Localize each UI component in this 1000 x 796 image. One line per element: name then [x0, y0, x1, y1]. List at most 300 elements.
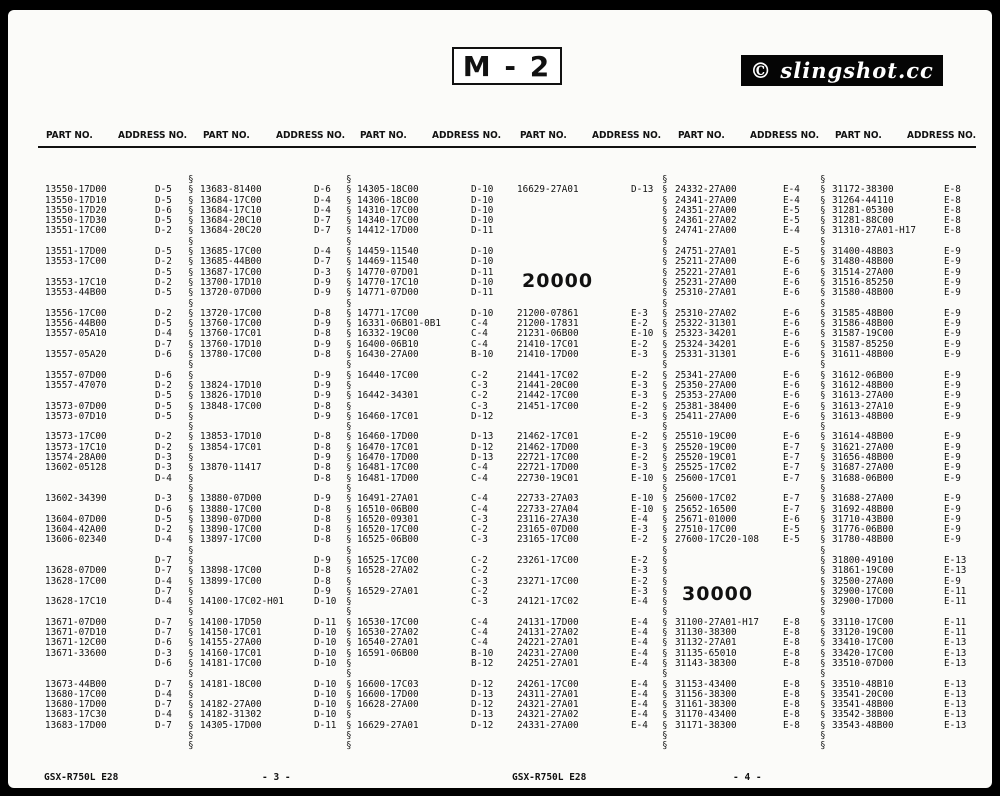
address-number: E-3 [631, 462, 648, 474]
part-number: 31156-38300 [675, 688, 737, 700]
address-number: C-3 [471, 575, 488, 587]
address-number: D-4 [155, 596, 172, 608]
part-number: 31611-48B00 [832, 349, 894, 361]
part-number: 22733-27A03 [517, 493, 579, 505]
part-number: 13684-20C10 [200, 215, 262, 227]
part-number: 13685-44B00 [200, 256, 262, 268]
part-number: 14181-18C00 [200, 678, 262, 690]
part-number: 14305-18C00 [357, 184, 419, 196]
part-number: 25323-34201 [675, 328, 737, 340]
part-number: 16530-17C00 [357, 616, 419, 628]
address-number: D-4 [314, 246, 331, 258]
address-number: E-9 [944, 369, 961, 381]
address-number: D-2 [155, 431, 172, 443]
address-number: E-4 [631, 719, 648, 731]
address-number: D-8 [314, 534, 331, 546]
parts-row [832, 535, 970, 545]
address-number: D-2 [155, 225, 172, 237]
address-number: E-9 [944, 534, 961, 546]
parts-row [832, 474, 970, 484]
address-number: E-6 [783, 431, 800, 443]
part-number: 14306-18C00 [357, 194, 419, 206]
header-part-2: PART NO. [203, 130, 250, 141]
part-number: 14310-17C00 [357, 204, 419, 216]
parts-row [517, 196, 655, 206]
address-number: D-4 [155, 575, 172, 587]
header-address-4: ADDRESS NO. [592, 130, 661, 141]
parts-row [675, 721, 813, 731]
address-number: D-7 [155, 719, 172, 731]
part-number: 23165-17C00 [517, 534, 579, 546]
part-number: 31656-48B00 [832, 452, 894, 464]
address-number: D-6 [155, 349, 172, 361]
address-number: E-2 [631, 575, 648, 587]
address-number: D-6 [155, 204, 172, 216]
part-number: 13671-12C00 [45, 637, 107, 649]
part-number: 25310-27A01 [675, 287, 737, 299]
part-number: 24231-27A00 [517, 647, 579, 659]
address-number: E-2 [631, 369, 648, 381]
parts-row [832, 721, 970, 731]
part-number: 13602-05128 [45, 462, 107, 474]
address-number: C-2 [471, 524, 488, 536]
part-number: 16525-06B00 [357, 534, 419, 546]
part-number: 23261-17C00 [517, 554, 579, 566]
part-number: 24221-27A01 [517, 637, 579, 649]
parts-row [45, 494, 183, 504]
part-number: 31161-38300 [675, 699, 737, 711]
address-number: E-7 [783, 493, 800, 505]
address-number: E-8 [783, 688, 800, 700]
address-number: E-9 [944, 575, 961, 587]
part-number: 13553-44B00 [45, 287, 107, 299]
parts-row [357, 474, 495, 484]
address-number: D-5 [155, 184, 172, 196]
parts-row [832, 391, 970, 401]
part-number: 13890-17C00 [200, 524, 262, 536]
part-number: 13628-17C10 [45, 596, 107, 608]
part-number: 13683-17C30 [45, 709, 107, 721]
part-number: 24321-27A02 [517, 709, 579, 721]
part-number: 16430-27A00 [357, 349, 419, 361]
parts-row [357, 288, 495, 298]
part-number: 14340-17C00 [357, 215, 419, 227]
part-number: 21231-06B00 [517, 328, 579, 340]
part-number: 14100-17D50 [200, 616, 262, 628]
part-number: 16520-17C00 [357, 524, 419, 536]
part-number: 16460-17D00 [357, 431, 419, 443]
parts-row [832, 494, 970, 504]
address-number: E-8 [783, 616, 800, 628]
part-number: 25600-17C01 [675, 472, 737, 484]
part-number: 14459-11540 [357, 246, 419, 258]
parts-row [517, 185, 655, 195]
part-number: 24741-27A00 [675, 225, 737, 237]
part-number: 16529-27A01 [357, 585, 419, 597]
address-number: D-12 [471, 441, 494, 453]
address-number: C-4 [471, 503, 488, 515]
parts-row [45, 226, 183, 236]
address-number: E-7 [783, 441, 800, 453]
address-number: D-10 [471, 215, 494, 227]
address-number: D-11 [471, 225, 494, 237]
part-number: 31281-88C00 [832, 215, 894, 227]
part-number: 14150-17C01 [200, 627, 262, 639]
part-number: 16629-27A01 [357, 719, 419, 731]
part-number: 13684-20C20 [200, 225, 262, 237]
address-number: D-4 [155, 688, 172, 700]
address-number: E-4 [631, 699, 648, 711]
address-number: E-9 [944, 390, 961, 402]
address-number: D-9 [314, 379, 331, 391]
part-number: 33110-17C00 [832, 616, 894, 628]
address-number: D-10 [314, 627, 337, 639]
address-number: E-4 [631, 513, 648, 525]
part-number: 23271-17C00 [517, 575, 579, 587]
part-number: 27600-17C20-108 [675, 534, 759, 546]
footer-model-left: GSX-R750L E28 [44, 772, 119, 783]
part-number: 16460-17C01 [357, 410, 419, 422]
address-number: D-5 [155, 266, 172, 278]
part-number: 31585-48B00 [832, 307, 894, 319]
address-number: D-13 [471, 431, 494, 443]
address-number: D-10 [471, 256, 494, 268]
address-number: E-8 [783, 709, 800, 721]
address-number: E-2 [631, 400, 648, 412]
address-number: E-6 [783, 349, 800, 361]
address-number: C-4 [471, 462, 488, 474]
address-number: E-8 [783, 637, 800, 649]
part-number: 21441-17C02 [517, 369, 579, 381]
part-number: 24751-27A01 [675, 246, 737, 258]
parts-row [357, 597, 495, 607]
address-number: D-10 [471, 246, 494, 258]
parts-row [517, 350, 655, 360]
parts-row [357, 535, 495, 545]
address-number: E-9 [944, 256, 961, 268]
address-number: D-7 [314, 256, 331, 268]
address-number: D-5 [155, 410, 172, 422]
address-number: D-6 [155, 637, 172, 649]
part-number: 14771-07D00 [357, 287, 419, 299]
address-number: E-3 [631, 441, 648, 453]
address-number: E-9 [944, 503, 961, 515]
address-number: D-4 [155, 328, 172, 340]
part-number: 13550-17D10 [45, 194, 107, 206]
parts-column-6 [832, 175, 970, 731]
address-number: D-8 [314, 400, 331, 412]
address-number: E-11 [944, 627, 967, 639]
part-number: 13553-17C10 [45, 276, 107, 288]
address-number: D-10 [471, 194, 494, 206]
part-number: 25381-38400 [675, 400, 737, 412]
part-number: 24332-27A00 [675, 184, 737, 196]
part-number: 13557-05A20 [45, 349, 107, 361]
part-number: 14770-07D01 [357, 266, 419, 278]
address-number: D-7 [155, 338, 172, 350]
address-number: D-8 [314, 441, 331, 453]
address-number: D-2 [155, 307, 172, 319]
parts-row [675, 659, 813, 669]
address-number: D-7 [155, 554, 172, 566]
part-number: 31710-43B00 [832, 513, 894, 525]
part-number: 31614-48B00 [832, 431, 894, 443]
part-number: 31587-19C00 [832, 328, 894, 340]
part-number: 13628-07D00 [45, 565, 107, 577]
address-number: D-8 [314, 431, 331, 443]
address-number: E-6 [783, 400, 800, 412]
part-number: 16510-06B00 [357, 503, 419, 515]
section-label-20000: 20000 [522, 270, 594, 292]
page-title: M - 2 [452, 47, 562, 85]
part-number: 31613-27A10 [832, 400, 894, 412]
address-number: E-8 [944, 215, 961, 227]
part-number: 31780-48B00 [832, 534, 894, 546]
part-number: 31587-85250 [832, 338, 894, 350]
part-number: 13628-17C00 [45, 575, 107, 587]
part-number: 21441-20C00 [517, 379, 579, 391]
part-number: 31613-48B00 [832, 410, 894, 422]
address-number: D-5 [155, 246, 172, 258]
parts-row [357, 350, 495, 360]
address-number: E-7 [783, 452, 800, 464]
parts-row [200, 226, 338, 236]
part-number: 33120-19C00 [832, 627, 894, 639]
part-number: 16600-17C03 [357, 678, 419, 690]
part-number: 16331-06B01-0B1 [357, 318, 441, 330]
part-number: 21410-17D00 [517, 349, 579, 361]
part-number: 16628-27A00 [357, 699, 419, 711]
address-number: D-4 [155, 472, 172, 484]
address-number: D-9 [314, 390, 331, 402]
part-number: 31800-49100 [832, 554, 894, 566]
part-number: 13687-17C00 [200, 266, 262, 278]
part-number: 13683-17D00 [45, 719, 107, 731]
part-number: 13671-07D00 [45, 616, 107, 628]
address-number: D-8 [314, 565, 331, 577]
address-number: E-2 [631, 338, 648, 350]
address-number: E-3 [631, 349, 648, 361]
address-number: D-9 [314, 452, 331, 464]
address-number: D-7 [314, 225, 331, 237]
address-number: D-7 [155, 699, 172, 711]
address-number: E-8 [783, 647, 800, 659]
address-number: D-9 [314, 554, 331, 566]
header-address-1: ADDRESS NO. [118, 130, 187, 141]
parts-row [675, 556, 813, 566]
parts-row [832, 226, 970, 236]
parts-column-1 [45, 175, 183, 731]
address-number: E-6 [783, 328, 800, 340]
part-number: 31613-27A00 [832, 390, 894, 402]
part-number: 25652-16500 [675, 503, 737, 515]
address-number: D-2 [155, 256, 172, 268]
header-address-6: ADDRESS NO. [907, 130, 976, 141]
part-number: 13553-17C00 [45, 256, 107, 268]
address-number: E-6 [783, 379, 800, 391]
part-number: 25322-31301 [675, 318, 737, 330]
address-number: D-10 [314, 678, 337, 690]
part-number: 31580-48B00 [832, 287, 894, 299]
part-number: 25671-01000 [675, 513, 737, 525]
address-number: E-4 [631, 657, 648, 669]
part-number: 21410-17C01 [517, 338, 579, 350]
address-number: E-7 [783, 503, 800, 515]
part-number: 25350-27A00 [675, 379, 737, 391]
part-number: 16442-34301 [357, 390, 419, 402]
address-number: E-8 [944, 184, 961, 196]
address-number: D-4 [314, 204, 331, 216]
part-number: 16629-27A01 [517, 184, 579, 196]
address-number: E-9 [944, 452, 961, 464]
address-number: E-9 [944, 338, 961, 350]
address-number: E-4 [631, 596, 648, 608]
header-address-2: ADDRESS NO. [276, 130, 345, 141]
part-number: 31516-85250 [832, 276, 894, 288]
address-number: D-9 [314, 410, 331, 422]
address-number: D-5 [155, 390, 172, 402]
address-number: C-4 [471, 338, 488, 350]
parts-row [675, 288, 813, 298]
address-number: D-12 [471, 410, 494, 422]
parts-row [357, 659, 495, 669]
address-number: E-3 [631, 524, 648, 536]
parts-row [675, 412, 813, 422]
part-number: 31170-43400 [675, 709, 737, 721]
address-number: D-5 [155, 513, 172, 525]
address-number: E-3 [631, 585, 648, 597]
part-number: 24361-27A02 [675, 215, 737, 227]
part-number: 33541-20C00 [832, 688, 894, 700]
address-number: E-6 [783, 513, 800, 525]
part-number: 32500-27A00 [832, 575, 894, 587]
parts-row [517, 391, 655, 401]
part-number: 13760-17D10 [200, 338, 262, 350]
part-number: 13550-17D00 [45, 184, 107, 196]
part-number: 32900-17C00 [832, 585, 894, 597]
part-number: 25600-17C02 [675, 493, 737, 505]
part-number: 31776-06B00 [832, 524, 894, 536]
part-number: 21200-17831 [517, 318, 579, 330]
part-number: 25231-27A00 [675, 276, 737, 288]
address-number: D-2 [155, 524, 172, 536]
address-number: D-6 [155, 369, 172, 381]
part-number: 24311-27A01 [517, 688, 579, 700]
address-number: E-2 [631, 318, 648, 330]
part-number: 13556-17C00 [45, 307, 107, 319]
address-number: E-9 [944, 410, 961, 422]
address-number: D-10 [314, 657, 337, 669]
part-number: 31310-27A01-H17 [832, 225, 916, 237]
parts-row [517, 247, 655, 257]
parts-column-4 [517, 175, 655, 731]
address-number: D-8 [314, 503, 331, 515]
part-number: 33510-07D00 [832, 657, 894, 669]
parts-row [517, 206, 655, 216]
parts-row [517, 597, 655, 607]
address-number: E-13 [944, 709, 967, 721]
address-number: D-13 [471, 452, 494, 464]
address-number: E-13 [944, 719, 967, 731]
part-number: 16481-17C00 [357, 462, 419, 474]
address-number: D-8 [314, 472, 331, 484]
address-number: D-8 [314, 307, 331, 319]
part-number: 24121-17C02 [517, 596, 579, 608]
address-number: E-2 [631, 554, 648, 566]
part-number: 13557-07D00 [45, 369, 107, 381]
footer-model-right: GSX-R750L E28 [512, 772, 587, 783]
address-number: E-5 [783, 524, 800, 536]
address-number: D-7 [155, 565, 172, 577]
part-number: 31100-27A01-H17 [675, 616, 759, 628]
address-number: E-8 [783, 657, 800, 669]
parts-row [357, 669, 495, 679]
address-number: C-2 [471, 565, 488, 577]
part-number: 33542-38B00 [832, 709, 894, 721]
parts-row [357, 494, 495, 504]
address-number: E-13 [944, 637, 967, 649]
header-address-3: ADDRESS NO. [432, 130, 501, 141]
address-number: D-11 [314, 616, 337, 628]
address-number: C-2 [471, 585, 488, 597]
address-number: E-6 [783, 338, 800, 350]
parts-row [357, 391, 495, 401]
part-number: 13848-17C00 [200, 400, 262, 412]
parts-row [517, 669, 655, 679]
part-number: 13854-17C01 [200, 441, 262, 453]
parts-row [357, 412, 495, 422]
part-number: 16470-17D00 [357, 452, 419, 464]
parts-row [200, 350, 338, 360]
address-number: D-6 [155, 503, 172, 515]
address-number: D-11 [471, 287, 494, 299]
address-number: D-10 [314, 596, 337, 608]
part-number: 14160-17C01 [200, 647, 262, 659]
part-number: 33510-48B10 [832, 678, 894, 690]
address-number: E-8 [783, 719, 800, 731]
part-number: 31171-38300 [675, 719, 737, 731]
address-number: E-2 [631, 452, 648, 464]
address-number: E-9 [944, 493, 961, 505]
address-number: D-6 [314, 184, 331, 196]
part-number: 13604-42A00 [45, 524, 107, 536]
part-number: 13680-17C00 [45, 688, 107, 700]
parts-row [832, 597, 970, 607]
part-number: 31172-38300 [832, 184, 894, 196]
address-number: E-13 [944, 678, 967, 690]
part-number: 13684-17C00 [200, 194, 262, 206]
address-number: C-3 [471, 534, 488, 546]
address-number: D-10 [314, 688, 337, 700]
address-number: D-9 [314, 287, 331, 299]
part-number: 33420-17C00 [832, 647, 894, 659]
parts-column-5 [675, 175, 813, 731]
parts-row [517, 535, 655, 545]
parts-row [675, 350, 813, 360]
address-number: E-8 [944, 194, 961, 206]
address-number: E-9 [944, 266, 961, 278]
address-number: D-5 [155, 400, 172, 412]
address-number: D-10 [471, 307, 494, 319]
address-number: E-6 [783, 276, 800, 288]
part-number: 13573-07D10 [45, 410, 107, 422]
part-number: 16540-27A01 [357, 637, 419, 649]
part-number: 21462-17C01 [517, 431, 579, 443]
parts-column-3 [357, 175, 495, 731]
part-number: 16530-27A02 [357, 627, 419, 639]
part-number: 13760-17C00 [200, 318, 262, 330]
address-number: D-4 [314, 194, 331, 206]
